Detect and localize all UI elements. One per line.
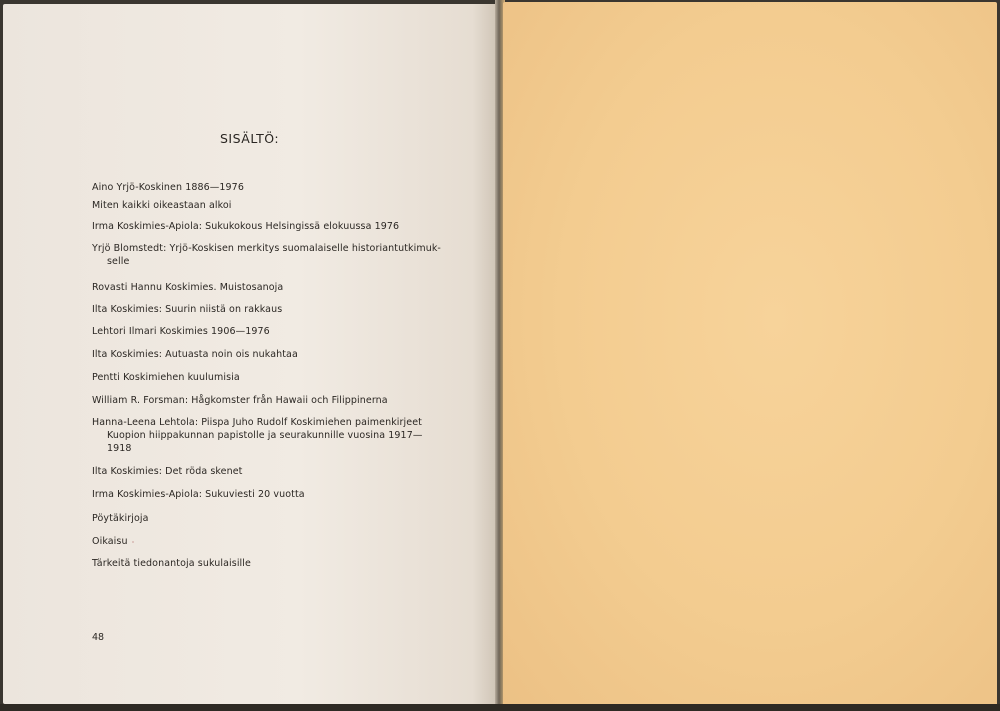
toc-entry bbox=[92, 220, 462, 233]
toc-entry bbox=[92, 199, 462, 212]
toc-entry bbox=[92, 325, 462, 338]
toc-line: Pöytäkirjoja bbox=[92, 513, 149, 524]
toc-entry bbox=[92, 181, 462, 194]
page-number: 48 bbox=[92, 632, 105, 643]
paper-speck bbox=[132, 541, 134, 543]
toc-entry bbox=[92, 281, 462, 294]
toc-entry bbox=[92, 557, 462, 570]
toc-line: Ilta Koskimies: Det röda skenet bbox=[92, 466, 243, 477]
toc-line: selle bbox=[107, 256, 130, 267]
toc-entry bbox=[92, 512, 462, 525]
toc-line: Rovasti Hannu Koskimies. Muistosanoja bbox=[92, 282, 284, 293]
background-edge bbox=[0, 704, 1000, 711]
toc-line: Oikaisu bbox=[92, 536, 128, 547]
toc-line: Tärkeitä tiedonantoja sukulaisille bbox=[92, 558, 251, 569]
toc-entry bbox=[92, 348, 462, 361]
toc-entry bbox=[92, 371, 462, 384]
toc-line: Irma Koskimies-Apiola: Sukukokous Helsingissä elokuussa 1976 bbox=[92, 221, 400, 232]
toc-line: Hanna-Leena Lehtola: Piispa Juho Rudolf Koskimiehen paimenkirjeet bbox=[92, 417, 422, 428]
toc-entry bbox=[92, 416, 462, 455]
toc-entry bbox=[92, 242, 462, 268]
toc-line: Miten kaikki oikeastaan alkoi bbox=[92, 200, 232, 211]
page-title: SISÄLTÖ: bbox=[220, 131, 280, 146]
toc-entry bbox=[92, 394, 462, 407]
toc-entry bbox=[92, 488, 462, 501]
toc-entry bbox=[92, 303, 462, 316]
toc-entry bbox=[92, 535, 462, 548]
toc-line: 1918 bbox=[107, 443, 132, 454]
toc-line: Ilta Koskimies: Autuasta noin ois nukahtaa bbox=[92, 349, 298, 360]
toc-line: Yrjö Blomstedt: Yrjö-Koskisen merkitys suomalaiselle historiantutkimuk- bbox=[92, 243, 441, 254]
toc-line: Ilta Koskimies: Suurin niistä on rakkaus bbox=[92, 304, 283, 315]
toc-line: Irma Koskimies-Apiola: Sukuviesti 20 vuotta bbox=[92, 489, 305, 500]
right-page-blank bbox=[503, 2, 997, 706]
toc-line: Kuopion hiippakunnan papistolle ja seurakunnille vuosina 1917— bbox=[107, 430, 423, 441]
toc-line: Lehtori Ilmari Koskimies 1906—1976 bbox=[92, 326, 270, 337]
toc-line: William R. Forsman: Hågkomster från Hawaii och Filippinerna bbox=[92, 395, 388, 406]
toc-line: Pentti Koskimiehen kuulumisia bbox=[92, 372, 240, 383]
toc-line: Aino Yrjö-Koskinen 1886—1976 bbox=[92, 182, 244, 193]
toc-entry bbox=[92, 465, 462, 478]
